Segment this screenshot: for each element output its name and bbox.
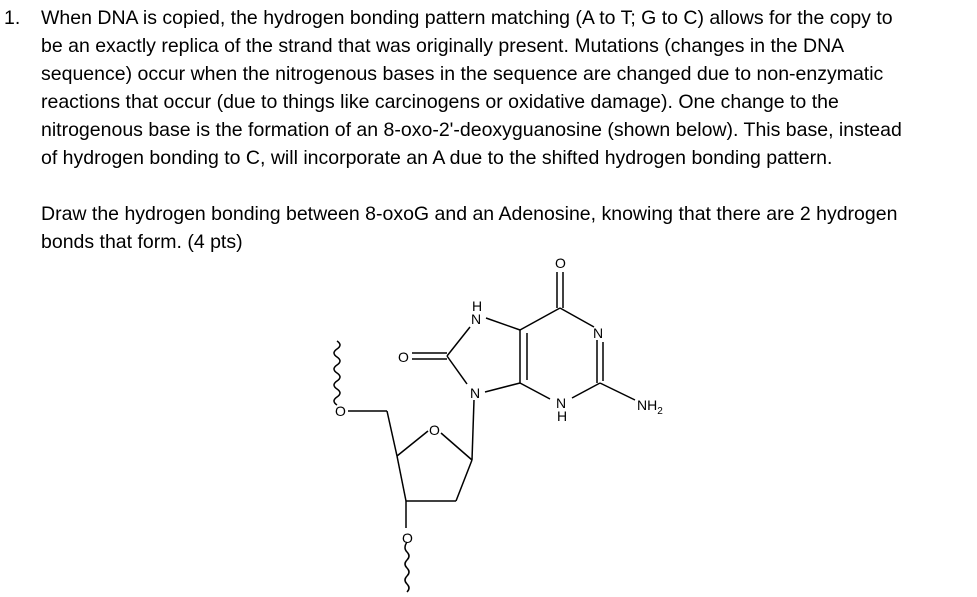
nitrogen-label: N xyxy=(471,311,482,327)
text-line: When DNA is copied, the hydrogen bonding pattern matching (A to T; G to C) allows for the copy to xyxy=(41,7,893,29)
text-line: Draw the hydrogen bonding between 8-oxoG and an Adenosine, knowing that there are 2 hydrogen xyxy=(41,203,898,225)
question-number: 1. xyxy=(4,7,21,29)
oxygen-label: O xyxy=(335,403,346,419)
purine-bonds xyxy=(412,272,635,460)
text-line: nitrogenous base is the formation of an 8-oxo-2'-deoxyguanosine (shown below). This base, instead xyxy=(41,119,902,141)
text-line: sequence) occur when the nitrogenous bases in the sequence are changed due to non-enzymatic xyxy=(41,63,884,85)
nitrogen-label: N xyxy=(593,325,604,341)
hydrogen-label: H xyxy=(472,298,483,314)
text-line: of hydrogen bonding to C, will incorporate an A due to the shifted hydrogen bonding pattern. xyxy=(41,147,833,169)
text-line: reactions that occur (due to things like carcinogens or oxidative damage). One change to the xyxy=(41,91,839,113)
hydrogen-label: H xyxy=(557,408,568,424)
nitrogen-label: N xyxy=(556,395,567,411)
amine-label: $NH_2$ xyxy=(637,397,663,417)
sugar-bonds xyxy=(348,411,472,528)
nitrogen-label: N xyxy=(470,385,481,401)
wavy-bond-bottom xyxy=(405,542,409,592)
oxygen-label: O xyxy=(402,530,413,546)
wavy-bond-top xyxy=(334,341,340,405)
text-line: be an exactly replica of the strand that was originally present. Mutations (changes in the DNA xyxy=(41,35,845,57)
oxygen-label: O xyxy=(429,422,440,438)
oxygen-label: O xyxy=(398,349,409,365)
oxygen-label: O xyxy=(555,255,566,271)
text-line: bonds that form. (4 pts) xyxy=(41,231,243,253)
